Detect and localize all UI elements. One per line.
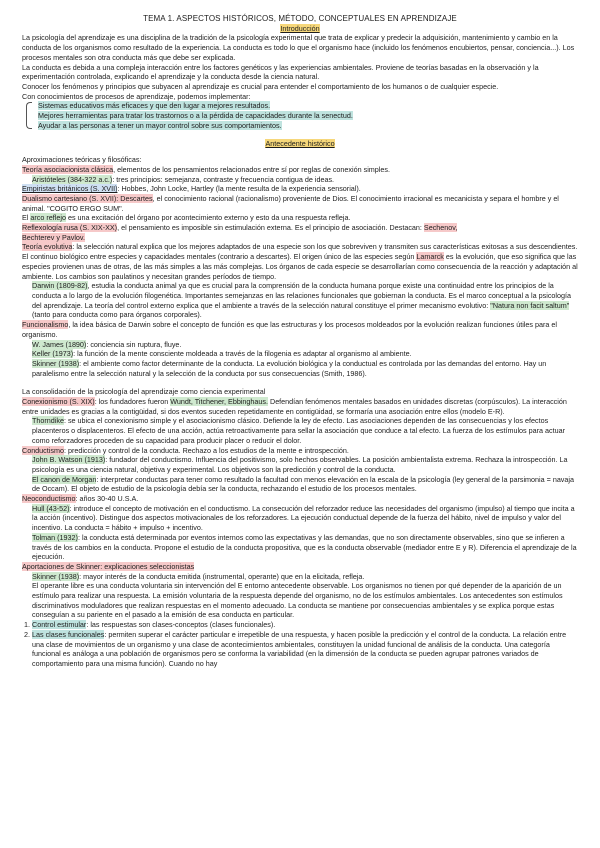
contin-line: El continuo biológico entre especies y capacidades mentales (contrario a descartes). El origen único de las especies según Lamarck es la evolución, que eso significa que las especies provienen unas de otras, de las más simples a las más complejas. Los órganos de cada especie se desarrollarían como consecuencia de la reacción y adaptación al ambiente. Los cambios son paulatinos y necesitan grandes períodos de tiempo. — [22, 252, 578, 281]
document-title: TEMA 1. ASPECTOS HISTÓRICOS, MÉTODO, CONCEPTUALES EN APRENDIZAJE — [143, 14, 457, 23]
intro-bullet-group — [22, 101, 578, 130]
arist-line: Aristóteles (384-322 a.c.): tres principios: semejanza, contraste y frecuencia contigua de ideas. — [32, 174, 335, 184]
document-page — [22, 14, 578, 669]
list-item: 2. Las clases funcionales: permiten superar el carácter particular e irrepetible de una respuesta, y hacen posible la predicción y el control de la conducta. La relación entre una clase de movimientos de un organismo y una clase de acontecimientos ambientales, constituyen la unidad funcional de análisis de la conducta. Una categoría funcional es análoga a una población de organismos pero se conforma la variabilidad (en la dimensión de la conducta se pueden agrupar patrones variados de comportamiento para una misma función). Cuando no hay — [32, 630, 578, 669]
neo-line: Neoconductismo: años 30-40 U.S.A. — [22, 494, 139, 504]
skinner-line: Skinner (1938): el ambiente como factor determinante de la conducta. La evolución biológica y la conductual es controlada por las demandas del entorno. Hay un paralelismo entre la selección natural y la selección de la conducta por sus consecuencias (Smith, 1986). — [32, 358, 547, 378]
intro-heading-line — [22, 24, 578, 34]
dual-line: Dualismo cartesiano (S. XVII): Descartes, el conocimiento racional (racionalismo) proveniente de Dios. El conocimiento irracional es mecanicista y separa el hombre y el animal. "COGITO ERGO SUM". — [22, 193, 559, 213]
watson-line: John B. Watson (1913): fundador del conductismo. Influencia del positivismo, solo hechos observables. La posición ambientalista extrema. Rechaza la introspección. La psicología es una ciencia natural, objetiva y experimental. Los objetivos son la predicción y control de la conducta. — [32, 455, 568, 474]
aport-line: Aportaciones de Skinner: explicaciones seleccionistas — [22, 561, 195, 571]
emp-line: Empiristas británicos (S. XVII): Hobbes, John Locke, Hartley (la mente resulta de la experiencia sensorial). — [22, 184, 361, 194]
intro-paragraph-4: Con conocimientos de procesos de aprendizaje, podemos implementar: — [22, 91, 251, 101]
conduct-line: Conductismo: predicción y control de la conducta. Rechazo a los estudios de la mente e introspección. — [22, 445, 349, 455]
func-line: Funcionalismo, la idea básica de Darwin sobre el concepto de función es que las estructuras y los procesos moldeados por la evolución realizan funciones útiles para el organismo. — [22, 320, 557, 339]
intro-bullet-2: Mejores herramientas para tratar los trastornos o a la pérdida de capacidades durante la senectud. — [38, 111, 353, 121]
intro-heading: Introducción — [280, 23, 320, 33]
thorn-line: Thorndike: se ubica el conexionismo simple y el asociacionismo clásico. Defiende la ley de efecto. Las asociaciones dependen de las consecuencias y los efectos placenteros o displacenteros. El efecto de una acción, actúa retroactivamente para sellar la asociación que conduce a tal efecto. La fuerza de los estímulos para actuar como reforzadores proceden de su capacidad para producir placer o reducir el dolor. — [32, 416, 565, 445]
evol-line: Teoría evolutiva: la selección natural explica que los mejores adaptados de una especie son los que sobreviven y transmiten sus características exitosas a sus descendientes. — [22, 242, 578, 252]
antecedentes-heading: Antecedente histórico — [265, 139, 335, 149]
arco-line: El arco reflejo es una excitación del órgano por acontecimiento externo y esto da una respuesta refleja. — [22, 213, 351, 223]
intro-bullet-1: Sistemas educativos más eficaces y que den lugar a mejores resultados. — [38, 101, 271, 111]
operante-paragraph: El operante libre es una conducta voluntaria sin intervención del E entorno antecedente observable. Los organismos no tienen por qué depender de la aparición de un estímulo para realizar una respuesta. La emisión voluntaria de la respuesta depende del organismo, no de los estímulos ambientales. Los antecedentes son estímulos discriminativos moduladores que realizan respuestas en el momento adecuado. La conducta se mantiene por consecuencias ambientales y se explica porque estas conseguían a su pariente en el pasado a la emisión de esa conducta en particular. — [32, 581, 563, 620]
brace-icon — [26, 102, 32, 129]
conex-line: Conexionismo (S. XIX): los fundadores fueron Wundt, Titchener, Ebbinghaus. Defendían fenómenos mentales basados en unidades discretas (corpúsculos). La interacción entre unidades es gracias a la contigüidad, si dos eventos suceden repetidamente en contigüidad, se formaría una asociación entre ellos (modelo E-R). — [22, 397, 567, 416]
intro-paragraph-3: Conocer los fenómenos y principios que subyacen al aprendizaje es crucial para entender el comportamiento de los humanos o de cualquier especie. — [22, 81, 499, 91]
list-item: 1. Control estimular: las respuestas son clases-conceptos (clases funcionales). — [32, 620, 578, 630]
tolman-line: Tolman (1932): la conducta está determinada por eventos internos como las expectativas y las demandas, que no son directamente observables, sino que se infieren a través de los cambios en la conducta. Propone el estudio de la conducta propositiva, que es la conducta observable (mediador entre E y R). Diferencia el aprendizaje de la ejecución. — [32, 532, 577, 562]
intro-paragraph-1: La psicología del aprendizaje es una disciplina de la tradición de la psicología experimental que trata de explicar y predecir la adquisición, mantenimiento y cambio en la conducta de los organismos como resultado de la experiencia. La conducta es todo lo que el organismo hace (incluido los fenómenos encubiertos, pensar, conciencia...). Los procesos mentales son otra conducta más que debe ser explicada. — [22, 33, 575, 62]
aprox-line: Aproximaciones teóricas y filosóficas: — [22, 155, 142, 165]
morgan-line: El canon de Morgan: interpretar conductas para tener como resultado la facultad con menos elevación en la escala de la psicología (ley general de la parsimonia = navaja de Occam). El objeto de estudio de la psicología debía ser la conducta, rechazando el estudio de los procesos mentales. — [32, 474, 574, 494]
antecedentes-heading-line — [22, 139, 578, 149]
reflex-line: Reflexología rusa (S. XIX-XX), el pensamiento es imposible sin estimulación externa. Es el principio de asociación. Destacan: Sechenov, Bechterev y Pavlov. — [22, 223, 458, 242]
keller-line: Keller (1973): la función de la mente consciente moldeada a través de la filogenia es adaptar al organismo al ambiente. — [32, 349, 412, 359]
hull-line: Hull (43-52): introduce el concepto de motivación en el conductismo. La consecución del reforzador reduce las necesidades del organismo (impulso) al tiempo que incita a la acción (incentivo). Distingue dos aspectos motivacionales de los reforzadores. La ejecución conductual depende de la fuerza del hábito, nivel de impulso y valor del incentivo. La conducta = hábito + impulso + incentivo. — [32, 503, 575, 533]
skinner-list — [22, 620, 578, 669]
consolidacion-heading: La consolidación de la psicología del aprendizaje como ciencia experimental — [22, 387, 266, 397]
intro-bullet-3: Ayudar a las personas a tener un mayor control sobre sus comportamientos. — [38, 120, 282, 130]
intro-paragraph-2: La conducta es debida a una compleja interacción entre los factores genéticos y las experiencias ambientales. Proviene de teorías basadas en la observación y la experimentación controlada, explicando el aprendizaje y la conducta desde la ciencia natural. — [22, 62, 539, 82]
skinner2-line: Skinner (1938): mayor interés de la conducta emitida (instrumental, operante) que en la elicitada, refleja. — [32, 571, 365, 581]
james-line: W. James (1890): conciencia sin ruptura, fluye. — [32, 339, 182, 349]
asoc-line: Teoría asociacionista clásica, elementos de los pensamientos relacionados entre sí por reglas de conexión simples. — [22, 164, 390, 174]
darwin-line: Darwin (1809-82), estudia la conducta animal ya que es crucial para la comprensión de la conducta humana porque existe una continuidad entre los principios de la conducta a lo largo de la evolución filogenética. Importantes semejanzas en las relaciones funcionales que gobiernan la conducta. Es el marco conceptual a la psicología del aprendizaje. La teoría del control externo explica que el ambiente a través de la selección natural constituye el primer mecanismo evolutivo: "Natura non facit saltum" (tanto para conducta como para órganos corporales). — [32, 281, 571, 320]
